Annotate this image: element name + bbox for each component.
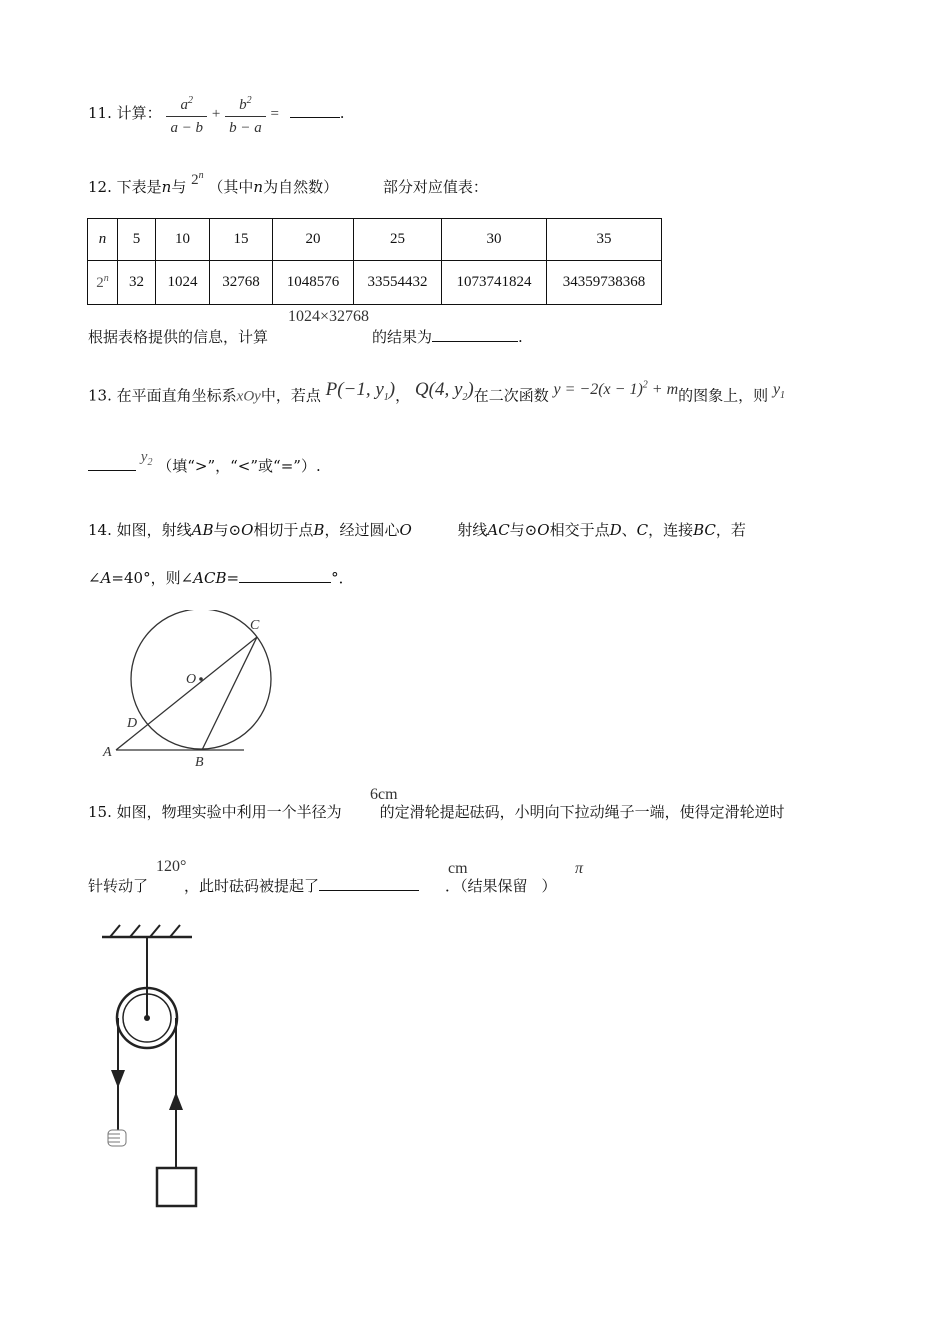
table-cell: 5 [118,219,156,261]
q13-answer-blank[interactable] [88,456,136,471]
table-cell: 10 [156,219,210,261]
table-cell: 34359738368 [547,261,662,305]
table-cell: 30 [442,219,547,261]
q11-answer-blank[interactable] [290,103,340,118]
chord-bc [202,637,257,750]
q11-fraction-1: $\frac{a^2}{a - b}$ [166,90,207,139]
table-cell: 15 [210,219,273,261]
q13-line1: 13. 在平面直角坐标系xOy中，若点 P(−1, $y_1$)， Q(4, $y_2$)在二次函数 $y = -2(x - 1)^2 + m$的图象上，则 $y_1$ [88,379,786,405]
table-cell: 20 [273,219,354,261]
hand-icon [108,1130,126,1146]
label-b: B [195,755,204,770]
q14-answer-blank[interactable] [239,568,331,583]
table-cell: 33554432 [354,261,442,305]
table-cell: 1024 [156,261,210,305]
secant-line-ac [116,637,257,750]
q14-line2: ∠A=40°，则∠ACB= °． [88,569,354,587]
table-row-2n [88,261,662,305]
q11: 11. 计算： $\frac{a^2}{a - b}$ + $\frac{b^2}{b - a}$ = . [88,88,345,138]
q12-header: 12. 下表是n与 2$^n$ （其中n为自然数） 部分对应值表： [88,170,488,196]
q13-line2: $y_2$ （填“>”，“<”或“=”）. [88,452,321,487]
pulley-axle [144,1015,150,1021]
q11-equals: = [270,106,279,122]
table-cell: 1048576 [273,261,354,305]
point-p: P(−1, $y_1$) [325,379,396,404]
q11-label: 计算： [116,104,162,122]
quadratic-function: $y = -2(x - 1)^2 + m$ [553,380,679,399]
value-table [87,218,662,305]
label-d: D [127,716,138,731]
q15-unit: cm [448,860,468,877]
ceiling-hatch [110,925,180,937]
table-cell: 1073741824 [442,261,547,305]
q11-fraction-2: $\frac{b^2}{b - a}$ [225,90,266,139]
arrow-down-icon [111,1070,125,1088]
q12-power: 2$^n$ [191,170,204,188]
table-row-n [88,219,662,261]
q12-expression: 1024×32768 [288,308,370,325]
table-cell: 32768 [210,261,273,305]
q12-question: 根据表格提供的信息，计算 的结果为 . [88,328,523,346]
table-cell: 32 [118,261,156,305]
q12-answer-blank[interactable] [432,327,518,342]
table-cell: 25 [354,219,442,261]
q15-pi: π [575,860,584,877]
q15-answer-blank[interactable] [319,876,419,891]
table-cell: n [88,219,118,261]
q15-radius: 6cm [370,786,398,803]
circle-tangent-figure [96,610,286,770]
table-cell: 2$^n$ [88,261,118,305]
pulley-figure [96,920,206,1215]
center-point [199,677,203,681]
label-o: O [186,672,197,687]
point-q: Q(4, $y_2$) [414,379,474,404]
q15-line2: 针转动了 ，此时砝码被提起了 ．（结果保留 ） [88,877,557,895]
weight-block [157,1168,196,1206]
label-a: A [103,745,112,760]
label-c: C [250,618,260,633]
q11-number: 11. [88,104,112,122]
q15-angle: 120° [156,858,187,875]
arrow-up-icon [169,1092,183,1110]
table-cell: 35 [547,219,662,261]
q15-line1: 15. 如图，物理实验中利用一个半径为 的定滑轮提起砝码，小明向下拉动绳子一端，使得定滑轮逆时 [88,803,785,821]
q14-line1: 14. 如图，射线AB与⊙O相切于点B，经过圆心O 射线AC与⊙O相交于点D、C，连接BC，若 [88,521,746,539]
q11-plus: + [211,106,221,122]
